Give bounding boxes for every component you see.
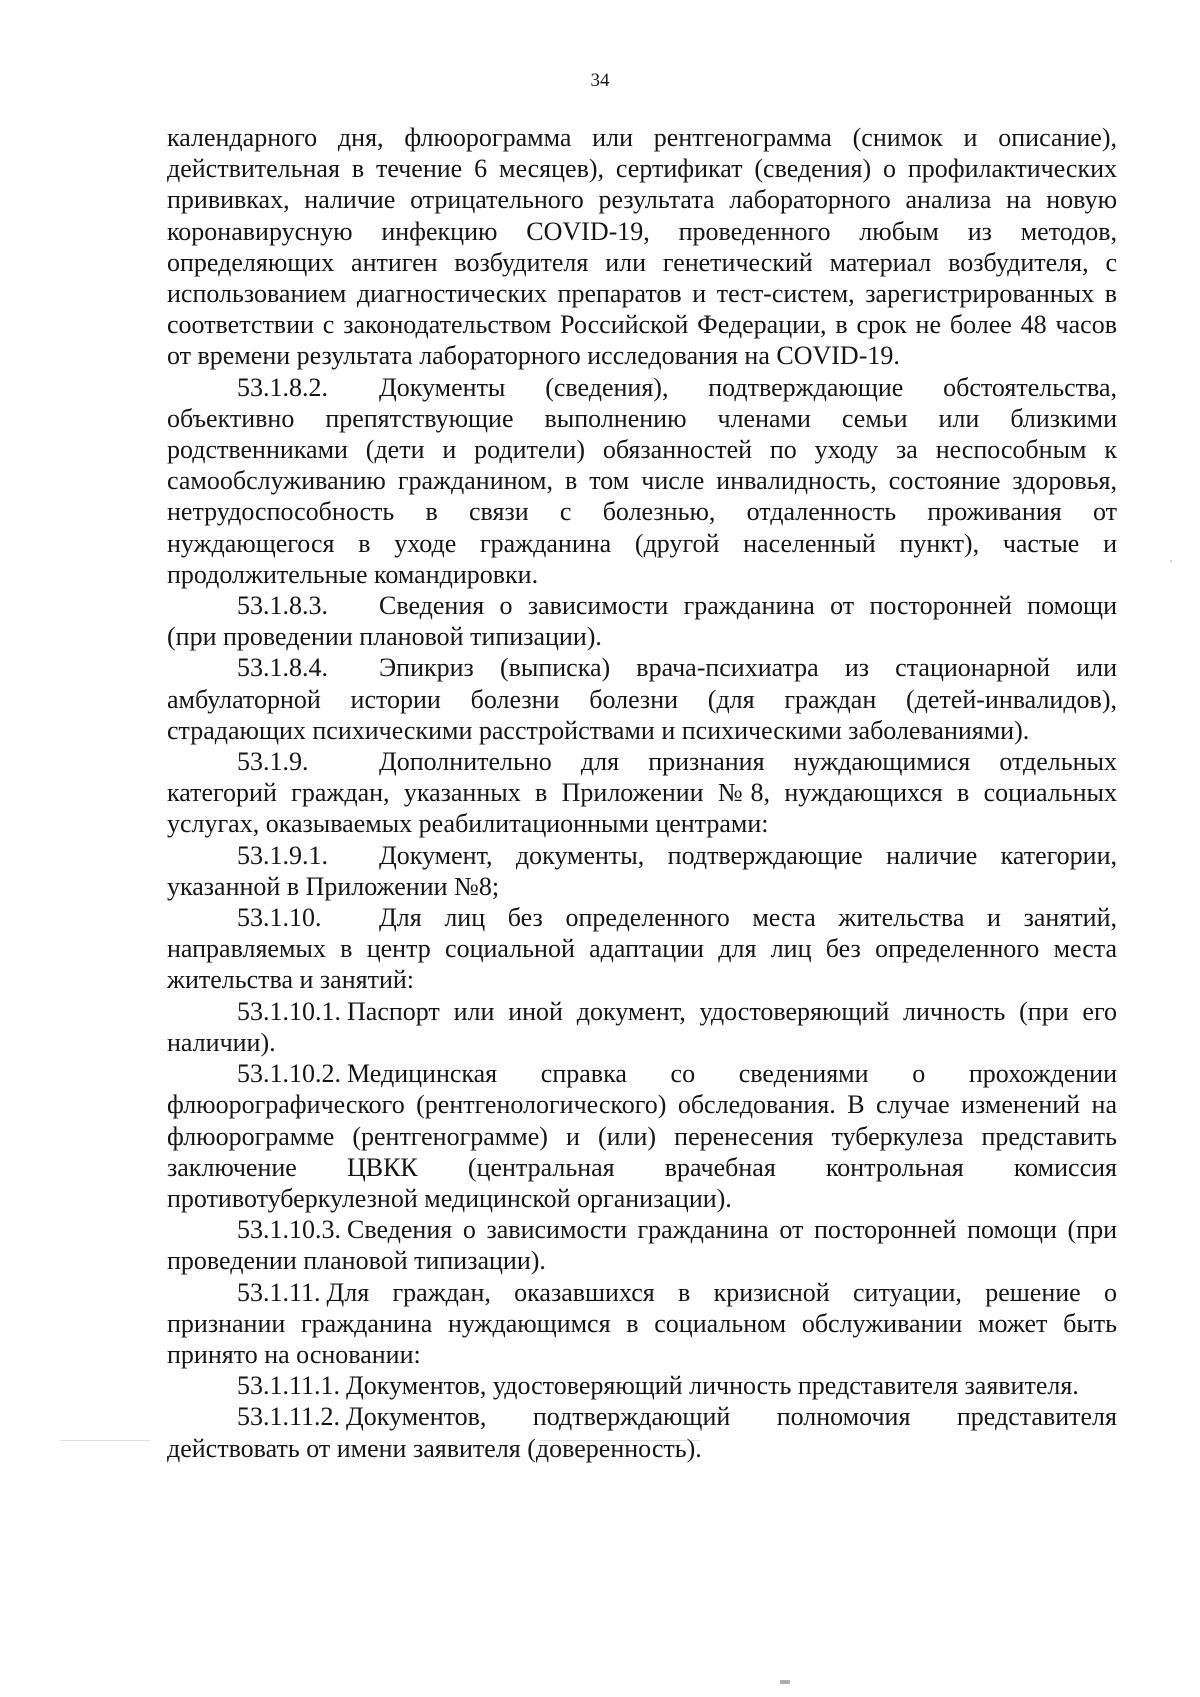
paragraph-number: 53.1.8.2. <box>237 372 328 402</box>
scan-artifact <box>60 1440 150 1441</box>
paragraph-number: 53.1.10.3. <box>237 1215 341 1245</box>
paragraph-text: Дополнительно для признания нуждающимися отдельных категорий граждан, указанных в Приложении №8, нуждающихся в социальных услугах, оказываемых реабилитационными центрами: <box>167 747 1117 839</box>
scan-artifact <box>780 1680 790 1684</box>
paragraph-number: 53.1.9.1. <box>237 840 328 870</box>
paragraph-text: Для граждан, оказавшихся в кризисной ситуации, решение о признании гражданина нуждающимся в социальном обслуживании может быть принято на основании: <box>167 1277 1117 1369</box>
paragraph-53-1-9 <box>167 746 1117 840</box>
paragraph-text: Эпикриз (выписка) врача-психиатра из стационарной или амбулаторной истории болезни болезни (для граждан (детей-инвалидов), страдающих психическими расстройствами и психическими заболеваниями). <box>167 653 1117 745</box>
paragraph-53-1-10-1 <box>167 996 1117 1058</box>
paragraph-53-1-10-2 <box>167 1058 1117 1214</box>
paragraph-53-1-10 <box>167 902 1117 996</box>
paragraph-53-1-10-3 <box>167 1214 1117 1276</box>
scan-artifact <box>1170 560 1172 562</box>
paragraph-text: Документ, документы, подтверждающие наличие категории, указанной в Приложении №8; <box>167 840 1117 901</box>
document-body <box>167 122 1117 1464</box>
scan-artifact <box>540 1440 700 1441</box>
paragraph-number: 53.1.10. <box>237 903 322 933</box>
paragraph-text: Сведения о зависимости гражданина от посторонней помощи (при проведении плановой типизации). <box>167 591 1117 652</box>
paragraph-number: 53.1.8.4. <box>237 653 328 683</box>
paragraph-text: Документов, удостоверяющий личность представителя заявителя. <box>346 1371 1079 1401</box>
paragraph-53-1-11-1 <box>167 1370 1117 1401</box>
page-number: 34 <box>590 70 610 91</box>
paragraph-53-1-11-2 <box>167 1401 1117 1463</box>
paragraph-text: Документы (сведения), подтверждающие обстоятельства, объективно препятствующие выполнению членами семьи или близкими родственниками (дети и родители) обязанностей по уходу за неспособным к самообслуживанию гражданином, в том числе инвалидность, состояние здоровья, нетрудоспособность в связи с болезнью, отдаленность проживания от нуждающегося в уходе гражданина (другой населенный пункт), частые и продолжительные командировки. <box>167 372 1117 589</box>
paragraph-53-1-11 <box>167 1277 1117 1371</box>
paragraph-53-1-8-4 <box>167 652 1117 746</box>
paragraph-number: 53.1.10.2. <box>237 1059 341 1089</box>
paragraph-text: Документов, подтверждающий полномочия представителя действовать от имени заявителя (доверенность). <box>167 1402 1117 1463</box>
paragraph-number: 53.1.9. <box>237 747 309 777</box>
paragraph-53-1-9-1 <box>167 840 1117 902</box>
paragraph-number: 53.1.8.3. <box>237 591 328 621</box>
paragraph-text: Для лиц без определенного места жительства и занятий, направляемых в центр социальной адаптации для лиц без определенного места жительства и занятий: <box>167 903 1117 995</box>
paragraph-53-1-8-3 <box>167 590 1117 652</box>
paragraph-continuation <box>167 122 1117 372</box>
paragraph-number: 53.1.11. <box>237 1277 321 1307</box>
paragraph-text: Паспорт или иной документ, удостоверяющий личность (при его наличии). <box>167 996 1117 1057</box>
paragraph-number: 53.1.11.1. <box>237 1371 341 1401</box>
paragraph-text: календарного дня, флюорограмма или рентгенограмма (снимок и описание), действительная в течение 6 месяцев), сертификат (сведения) о профилактических прививках, наличие отрицательного результата лабораторного анализа на новую коронавирусную инфекцию COVID-19, проведенного любым из методов, определяющих антиген возбудителя или генетический материал возбудителя, с использованием диагностических препаратов и тест-систем, зарегистрированных в соответствии с законодательством Российской Федерации, в срок не более 48 часов от времени результата лабораторного исследования на COVID-19. <box>167 123 1117 371</box>
paragraph-text: Сведения о зависимости гражданина от посторонней помощи (при проведении плановой типизации). <box>167 1215 1117 1276</box>
paragraph-text: Медицинская справка со сведениями о прохождении флюорографического (рентгенологического) обследования. В случае изменений на флюорограмме (рентгенограмме) и (или) перенесения туберкулеза представить заключение ЦВКК (центральная врачебная контрольная комиссия противотуберкулезной медицинской организации). <box>167 1059 1117 1213</box>
paragraph-number: 53.1.10.1. <box>237 996 341 1026</box>
paragraph-number: 53.1.11.2. <box>237 1402 341 1432</box>
paragraph-53-1-8-2 <box>167 372 1117 590</box>
